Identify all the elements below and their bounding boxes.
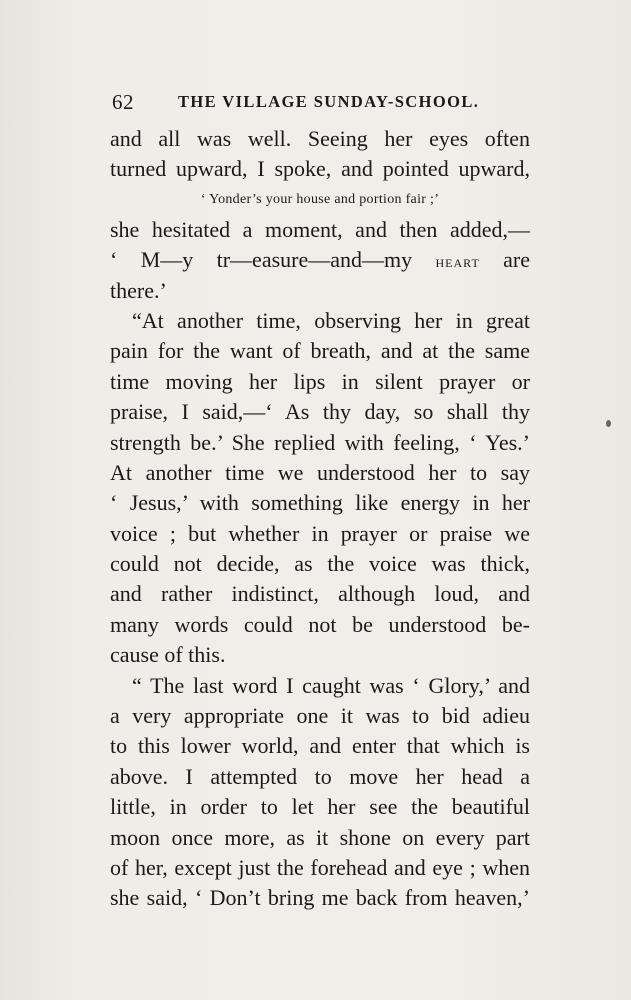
text-line: praise, I said,—‘ As thy day, so shall thy (110, 399, 530, 425)
text-line: many words could not be understood be- (110, 611, 530, 637)
emphasized-word: heart (435, 252, 480, 272)
text-line: At another time we understood her to say (110, 459, 530, 485)
text-line: of her, except just the forehead and eye ; when (110, 854, 530, 880)
page-header (112, 90, 530, 116)
text-line: time moving her lips in silent prayer or (110, 368, 530, 394)
text-line (110, 245, 530, 275)
body-text (110, 124, 530, 914)
text-fragment: are (503, 247, 530, 273)
text-line: she hesitated a moment, and then added,— (110, 216, 530, 242)
text-line: could not decide, as the voice was thick, (110, 551, 530, 577)
text-line: moon once more, as it shone on every part (110, 824, 530, 850)
paragraph-start: “At another time, observing her in great (132, 307, 530, 333)
text-fragment: ‘ M—y tr—easure—and—my (110, 247, 413, 273)
text-line: turned upward, I spoke, and pointed upward, (110, 156, 530, 182)
text-line: voice ; but whether in prayer or praise we (110, 520, 530, 546)
text-line: to this lower world, and enter that which is (110, 733, 530, 759)
paragraph-start: “ The last word I caught was ‘ Glory,’ and (132, 672, 530, 698)
text-line: strength be.’ She replied with feeling, ‘ Yes.’ (110, 429, 530, 455)
page-number: 62 (112, 90, 134, 114)
text-line: ‘ Jesus,’ with something like energy in her (110, 490, 530, 516)
text-line: a very appropriate one it was to bid adieu (110, 703, 530, 729)
text-line: and all was well. Seeing her eyes often (110, 126, 530, 151)
text-line: cause of this. (110, 642, 226, 668)
text-line: little, in order to let her see the beautiful (110, 794, 530, 820)
text-line: she said, ‘ Don’t bring me back from heaven,’ (110, 885, 530, 911)
ink-speck (606, 420, 611, 427)
text-line: pain for the want of breath, and at the same (110, 338, 530, 364)
running-title: THE VILLAGE SUNDAY-SCHOOL. (178, 92, 480, 111)
text-line: there.’ (110, 277, 167, 303)
text-line: and rather indistinct, although loud, and (110, 581, 530, 607)
text-line: above. I attempted to move her head a (110, 763, 530, 789)
verse-quotation: ‘ Yonder’s your house and portion fair ;’ (200, 191, 440, 207)
